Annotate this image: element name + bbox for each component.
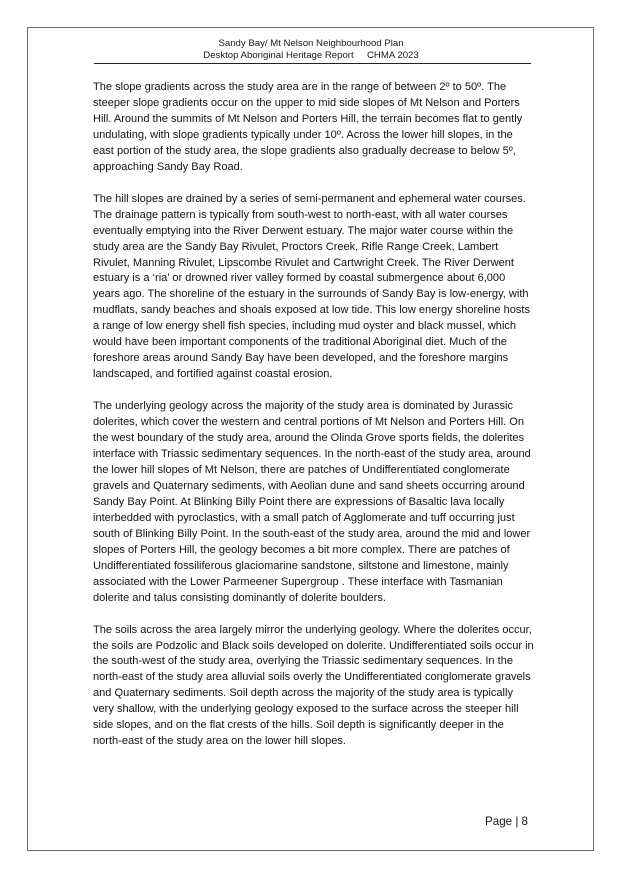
page-header — [0, 38, 622, 62]
header-divider — [94, 63, 531, 64]
header-title: Sandy Bay/ Mt Nelson Neighbourhood Plan — [218, 38, 404, 49]
page-number: Page | 8 — [485, 815, 528, 828]
paragraph-slope-gradients: The slope gradients across the study area are in the range of between 2º to 50º. The steeper slope gradients occur on the upper to mid side slopes of Mt Nelson and Porters Hill. Around the summits of Mt Nelson and Porters Hill, the terrain becomes flat to gently undulating, with slope gradients typically under 10º. Across the lower hill slopes, in the east portion of the study area, the slope gradients also gradually decrease to below 5º, approaching Sandy Bay Road. — [93, 81, 523, 173]
paragraph-soils: The soils across the area largely mirror the underlying geology. Where the dolerites occur, the soils are Podzolic and Black soils developed on dolerite. Undifferentiated soils occur in the south-west of the study area, overlying the Triassic sedimentary sequences. In the north-east of the study area alluvial soils overly the Undifferentiated conglomerate gravels and Quaternary sediments. Soil depth across the majority of the study area is typically very shallow, with the underlying geology exposed to the surface across the steeper hill side slopes, and on the flat crests of the hills. Soil depth is significantly deeper in the north-east of the study area on the lower hill slopes. — [93, 623, 534, 748]
paragraph-drainage: The hill slopes are drained by a series of semi-permanent and ephemeral water courses. The drainage pattern is typically from south-west to north-east, with all water courses eventually emptying into the River Derwent estuary. The major water course within the study area are the Sandy Bay Rivulet, Proctors Creek, Rifle Range Creek, Lambert Rivulet, Manning Rivulet, Lipscombe Rivulet and Cartwright Creek. The River Derwent estuary is a ‘ria’ or drowned river valley formed by coastal submergence about 6,000 years ago. The shoreline of the estuary in the surrounds of Sandy Bay is low-energy, with mudflats, sandy beaches and shoals exposed at low tide. This low energy shoreline hosts a range of low energy shell fish species, including mud oyster and black mussel, which would have been important components of the traditional Aboriginal diet. Much of the foreshore areas around Sandy Bay have been developed, and the foreshore margins landscaped, and fortified against coastal erosion. — [93, 192, 531, 381]
header-subtitle: Desktop Aboriginal Heritage Report CHMA 2023 — [203, 50, 419, 61]
document-body — [93, 80, 535, 750]
paragraph-geology: The underlying geology across the majority of the study area is dominated by Jurassic dolerites, which cover the western and central portions of Mt Nelson and Porters Hill. On the west boundary of the study area, around the Olinda Grove sports fields, the dolerites interface with Triassic sedimentary sequences. In the north-east of the study area, around the lower hill slopes of Mt Nelson, there are patches of Undifferentiated conglomerate gravels and Quaternary sediments, with Aeolian dune and sand sheets occurring around Sandy Bay Point. At Blinking Billy Point there are expressions of Basaltic lava locally interbedded with pyroclastics, with a small patch of Agglomerate and tuff occurring just south of Blinking Billy Point. In the south-east of the study area, around the mid and lower slopes of Porters Hill, the geology becomes a bit more complex. There are patches of Undifferentiated fossiliferous glaciomarine sandstone, siltstone and limestone, mainly associated with the Lower Parmeener Supergroup . These interface with Tasmanian dolerite and talus consisting dominantly of dolerite boulders. — [93, 400, 531, 604]
